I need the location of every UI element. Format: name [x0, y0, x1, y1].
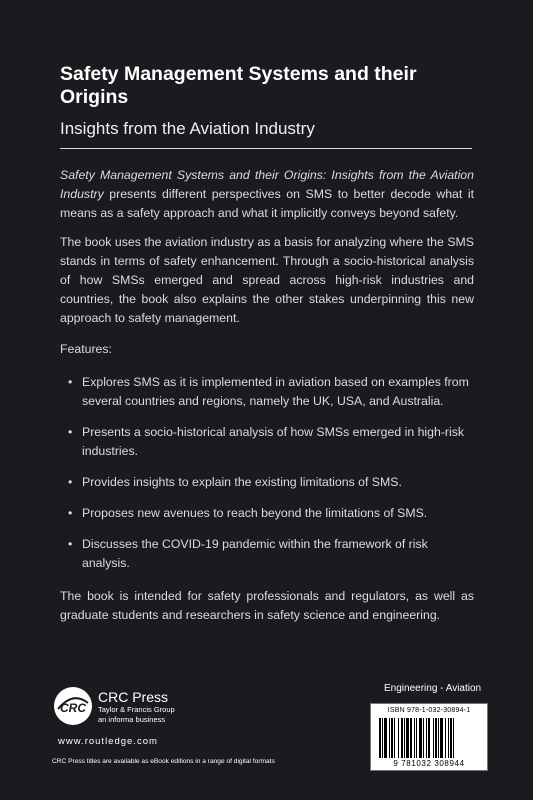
crc-press-logo: [54, 687, 92, 725]
barcode-bar: [433, 718, 434, 758]
feature-text: Proposes new avenues to reach beyond the limitations of SMS.: [82, 506, 428, 520]
book-description: [60, 166, 474, 635]
barcode-bar: [419, 718, 422, 758]
description-paragraph-1-rest: presents different perspectives on SMS to better decode what it means as a safety approach and what it implicitly conveys beyond safety.: [60, 187, 474, 220]
feature-item: [62, 535, 474, 573]
bullet-icon: •: [68, 506, 73, 520]
bullet-icon: •: [68, 425, 73, 439]
barcode-bar: [398, 718, 399, 758]
barcode-bar: [438, 718, 439, 758]
publisher-website[interactable]: www.routledge.com: [58, 736, 158, 747]
barcode-bar: [450, 718, 452, 758]
barcode-bar: [428, 718, 430, 758]
logo-text: CRC: [60, 701, 86, 715]
barcode-digits: 9 781032 308944: [393, 759, 465, 768]
barcode-bar: [406, 718, 409, 758]
ebook-note: CRC Press titles are available as eBook editions in a range of digital formats: [52, 758, 275, 765]
description-paragraph-2: The book uses the aviation industry as a basis for analyzing where the SMS stands in terms of safety enhancement. Through a socio-historical analysis of how SMSs emerged and spread across high-risk industries and countries, the book also explains the other stakes underpinning this new approach to safety management.: [60, 235, 474, 325]
barcode-bar: [435, 718, 437, 758]
feature-item: [62, 504, 474, 523]
barcode-bar: [448, 718, 449, 758]
description-paragraph-1: [60, 166, 474, 223]
barcode-bar: [426, 718, 427, 758]
publisher-info: [98, 689, 175, 724]
publisher-name: CRC Press: [98, 689, 169, 705]
isbn-barcode: [370, 703, 488, 771]
barcode-bar: [394, 718, 395, 758]
closing-paragraph: The book is intended for safety professionals and regulators, as well as graduate students and researchers in safety science and engineering.: [60, 589, 474, 622]
subject-category: Engineering - Aviation: [384, 683, 482, 694]
description-title-italic: Safety Management Systems and their Origins: Insights from the Aviation Industry: [60, 168, 474, 201]
barcode-bar: [423, 718, 424, 758]
bullet-icon: •: [68, 537, 73, 551]
barcode-bar: [416, 718, 417, 758]
barcode-bar: [391, 718, 393, 758]
barcode-bar: [382, 718, 383, 758]
barcode-bar: [401, 718, 403, 758]
feature-text: Provides insights to explain the existing limitations of SMS.: [82, 475, 402, 489]
barcode-bar: [440, 718, 443, 758]
feature-item: [62, 423, 474, 461]
bullet-icon: •: [68, 375, 73, 389]
features-list: [60, 373, 474, 573]
title-divider: [60, 148, 472, 149]
barcode-bar: [404, 718, 405, 758]
barcode-bar: [379, 718, 381, 758]
barcode-bars: [379, 718, 479, 758]
feature-text: Discusses the COVID-19 pandemic within the framework of risk analysis.: [82, 537, 428, 570]
feature-text: Explores SMS as it is implemented in aviation based on examples from several countries and regions, namely the UK, USA, and Australia.: [82, 375, 469, 408]
book-title: Safety Management Systems and their Origins: [60, 63, 417, 108]
barcode-bar: [414, 718, 415, 758]
feature-item: [62, 373, 474, 411]
features-label: Features:: [60, 342, 112, 356]
publisher-business: an informa business: [98, 714, 166, 724]
barcode-bar: [445, 718, 446, 758]
bullet-icon: •: [68, 475, 73, 489]
isbn-label: ISBN 978-1-032-30894-1: [387, 707, 471, 714]
feature-item: [62, 473, 474, 492]
book-subtitle: Insights from the Aviation Industry: [60, 119, 315, 138]
barcode-bar: [410, 718, 412, 758]
barcode-bar: [453, 718, 454, 758]
crc-logo-icon: [54, 687, 92, 725]
barcode-bar: [389, 718, 390, 758]
publisher-group: Taylor & Francis Group: [98, 705, 175, 714]
feature-text: Presents a socio-historical analysis of how SMSs emerged in high-risk industries.: [82, 425, 465, 458]
barcode-bar: [384, 718, 387, 758]
